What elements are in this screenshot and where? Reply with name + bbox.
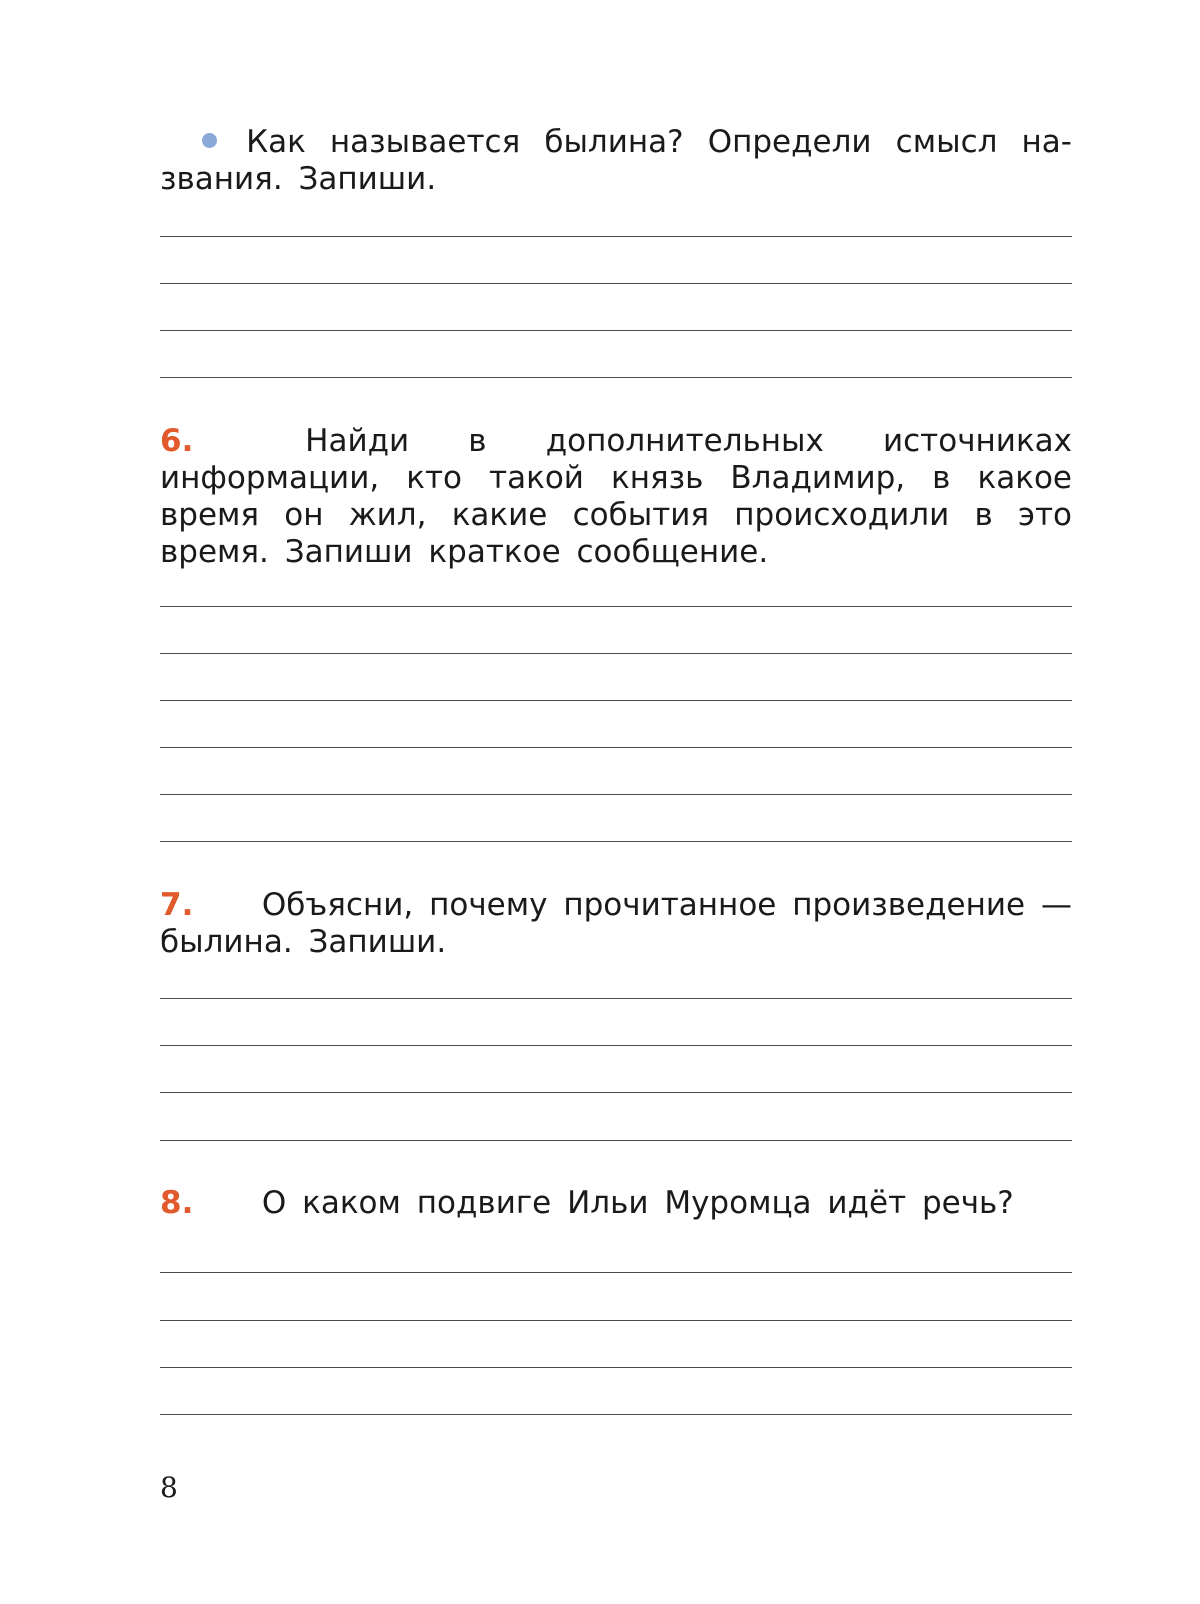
answer-line[interactable] bbox=[160, 653, 1072, 654]
answer-line[interactable] bbox=[160, 283, 1072, 284]
answer-line[interactable] bbox=[160, 794, 1072, 795]
answer-line[interactable] bbox=[160, 841, 1072, 842]
answer-line[interactable] bbox=[160, 377, 1072, 378]
bullet-question-text: Как называется былина? Определи смысл названия. Запиши. bbox=[160, 124, 1072, 197]
answer-line[interactable] bbox=[160, 1140, 1072, 1141]
answer-line[interactable] bbox=[160, 606, 1072, 607]
page-number: 8 bbox=[160, 1471, 178, 1504]
question-8 bbox=[160, 1185, 1072, 1222]
answer-line[interactable] bbox=[160, 1320, 1072, 1321]
answer-line[interactable] bbox=[160, 1092, 1072, 1093]
answer-line[interactable] bbox=[160, 330, 1072, 331]
question-7 bbox=[160, 887, 1072, 961]
question-text: О каком подвиге Ильи Муромца идёт речь? bbox=[261, 1185, 1014, 1221]
bullet-dot-icon bbox=[202, 133, 217, 148]
answer-line[interactable] bbox=[160, 1367, 1072, 1368]
question-6 bbox=[160, 423, 1072, 571]
question-number: 7. bbox=[160, 887, 194, 923]
question-number: 6. bbox=[160, 423, 194, 459]
answer-line[interactable] bbox=[160, 1272, 1072, 1273]
bullet-question bbox=[160, 124, 1072, 198]
answer-line[interactable] bbox=[160, 1045, 1072, 1046]
answer-line[interactable] bbox=[160, 747, 1072, 748]
answer-line[interactable] bbox=[160, 998, 1072, 999]
answer-line[interactable] bbox=[160, 1414, 1072, 1415]
question-text: Объясни, почему прочитанное произведение — былина. Запиши. bbox=[160, 887, 1072, 960]
question-number: 8. bbox=[160, 1185, 194, 1221]
answer-line[interactable] bbox=[160, 236, 1072, 237]
answer-line[interactable] bbox=[160, 700, 1072, 701]
question-text: Найди в дополнительных источниках информации, кто такой князь Владимир, в какое время он жил, какие события происходили в это время. Запиши краткое сообщение. bbox=[160, 423, 1073, 570]
